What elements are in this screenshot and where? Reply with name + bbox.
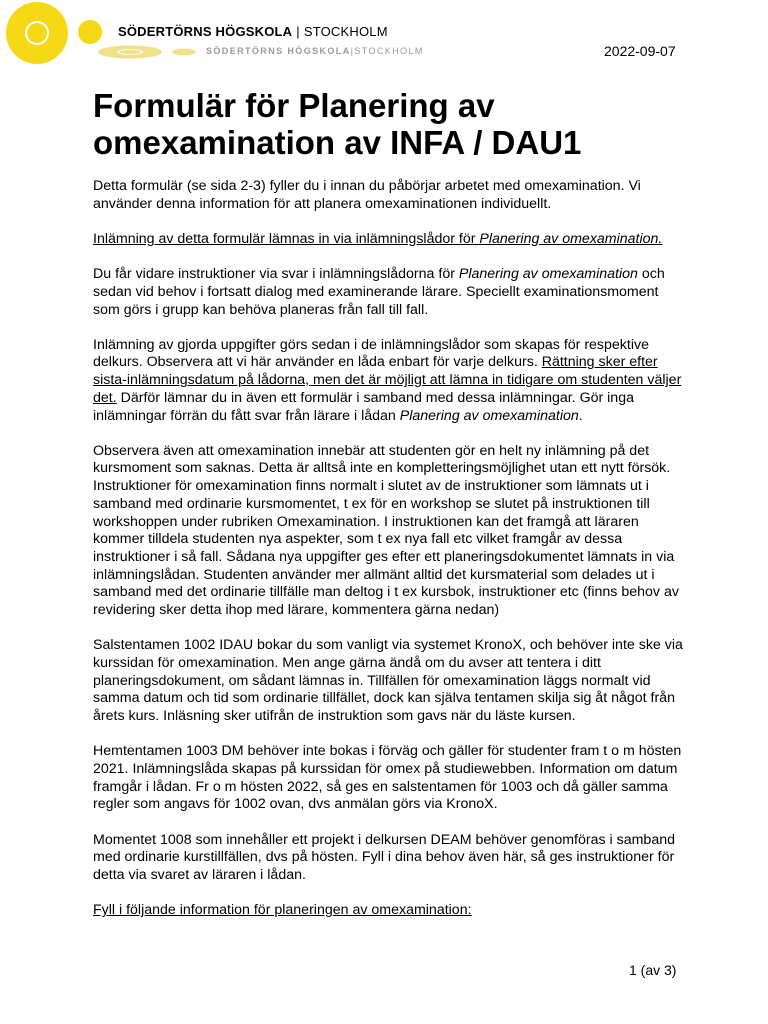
rules-box-name: Planering av omexamination bbox=[399, 407, 579, 424]
name-separator: | bbox=[296, 24, 300, 39]
document-body bbox=[93, 178, 683, 937]
submission-text: Inlämning av detta formulär lämnas in via inlämningslådor för bbox=[93, 230, 480, 247]
university-name bbox=[118, 24, 388, 39]
faded-university-name bbox=[206, 46, 424, 56]
page-number: 1 (av 3) bbox=[629, 962, 677, 978]
document-date: 2022-09-07 bbox=[604, 43, 676, 59]
instructions-box-name: Planering av omexamination bbox=[458, 266, 638, 283]
instructions-text-end: och sedan vid behov i fortsatt dialog med examinerande lärare. Speciellt examinationsmoment som görs i grupp kan behöva planeras från fall till fall. bbox=[93, 266, 665, 318]
rules-text-middle: Därför lämnar du in även ett formulär i samband med dessa inlämningar. Gör inga inlämningar förrän du fått svar från lärare i lådan bbox=[93, 389, 634, 424]
document-title: Formulär för Planering av omexamination av INFA / DAU1 bbox=[93, 87, 582, 161]
exam-1002-paragraph: Salstentamen 1002 IDAU bokar du som vanligt via systemet KronoX, och behöver inte ske via kurssidan för omexamination. Men ange gärna ändå om du avser att tentera i ditt planeringsdokument, om sådant lämnas in. Tillfällen för omexamination läggs normalt vid samma datum och tid som ordinarie tillfället, dock kan själva tentamen skilja sig åt något från årets kurs. Inläsning sker utifrån de instruktion som gavs när du läste kursen. bbox=[93, 637, 683, 725]
faded-logo-icon bbox=[96, 44, 206, 60]
faded-city-name: STOCKHOLM bbox=[354, 46, 424, 56]
fill-in-heading: Fyll i följande information för planeringen av omexamination: bbox=[93, 902, 472, 919]
instructions-paragraph bbox=[93, 266, 683, 319]
rules-text-end: . bbox=[578, 407, 583, 424]
submission-rules-paragraph bbox=[93, 337, 683, 426]
submission-box-name: Planering av omexamination. bbox=[479, 230, 663, 247]
university-logo-icon bbox=[4, 0, 108, 66]
instructions-text-start: Du får vidare instruktioner via svar i inlämningslådorna för bbox=[93, 266, 459, 283]
school-name: SÖDERTÖRNS HÖGSKOLA bbox=[118, 24, 293, 39]
faded-school-name: SÖDERTÖRNS HÖGSKOLA bbox=[206, 46, 351, 56]
city-name: STOCKHOLM bbox=[303, 24, 388, 39]
intro-paragraph: Detta formulär (se sida 2-3) fyller du i innan du påbörjar arbetet med omexamination. Vi använder denna information för att planera omexaminationen individuellt. bbox=[93, 178, 641, 212]
faded-name-separator: | bbox=[350, 46, 355, 56]
omexamination-info-paragraph: Observera även att omexamination innebär att studenten gör en helt ny inlämning på det kursmoment som saknas. Detta är alltså inte en kompletteringsmöjlighet utan ett nytt försök. Instruktioner för omexamination finns normalt i slutet av de instruktioner som lämnats ut i samband med ordinarie kursmomentet, t ex för en workshop se slutet på instruktionen till workshoppen under rubriken Omexamination. I instruktionen kan det framgå att läraren kommer tilldela studenten nya aspekter, som t ex nya fall etc vilket framgår av dessa instruktioner i så fall. Sådana nya uppgifter ges efter ett planeringsdokumentet lämnats in via inlämningslådan. Studenten använder mer allmänt alltid det kursmaterial som delades ut i samband med det ordinarie tillfälle man deltog i t ex kursbok, instruktioner etc (finns behov av revidering sker detta ihop med lärare, kommentera gärna nedan) bbox=[93, 442, 679, 619]
submission-note bbox=[93, 231, 683, 249]
document-header bbox=[0, 0, 768, 70]
module-1008-paragraph: Momentet 1008 som innehåller ett projekt i delkursen DEAM behöver genomföras i samband med ordinarie kurstillfällen, dvs på hösten. Fyll i dina behov även här, så ges instruktioner för detta via svaret av läraren i lådan. bbox=[93, 831, 675, 883]
rules-text-start: Inlämning av gjorda uppgifter görs sedan i de inlämningslådor som skapas för respektive delkurs. Observera att vi här använder en låda enbart för varje delkurs. bbox=[93, 336, 649, 371]
exam-1003-paragraph: Hemtentamen 1003 DM behöver inte bokas i förväg och gäller för studenter fram t o m hösten 2021. Inlämningslåda skapas på kurssidan för omex på studiewebben. Information om datum framgår i lådan. Fr o m hösten 2022, så ges en salstentamen för 1003 och då gäller samma regler som angavs för 1002 ovan, dvs anmälan görs via KronoX. bbox=[93, 743, 682, 813]
grading-note: Rättning sker efter sista-inlämningsdatum på lådorna, men det är möjligt att lämna in tidigare om studenten väljer det. bbox=[93, 354, 682, 406]
